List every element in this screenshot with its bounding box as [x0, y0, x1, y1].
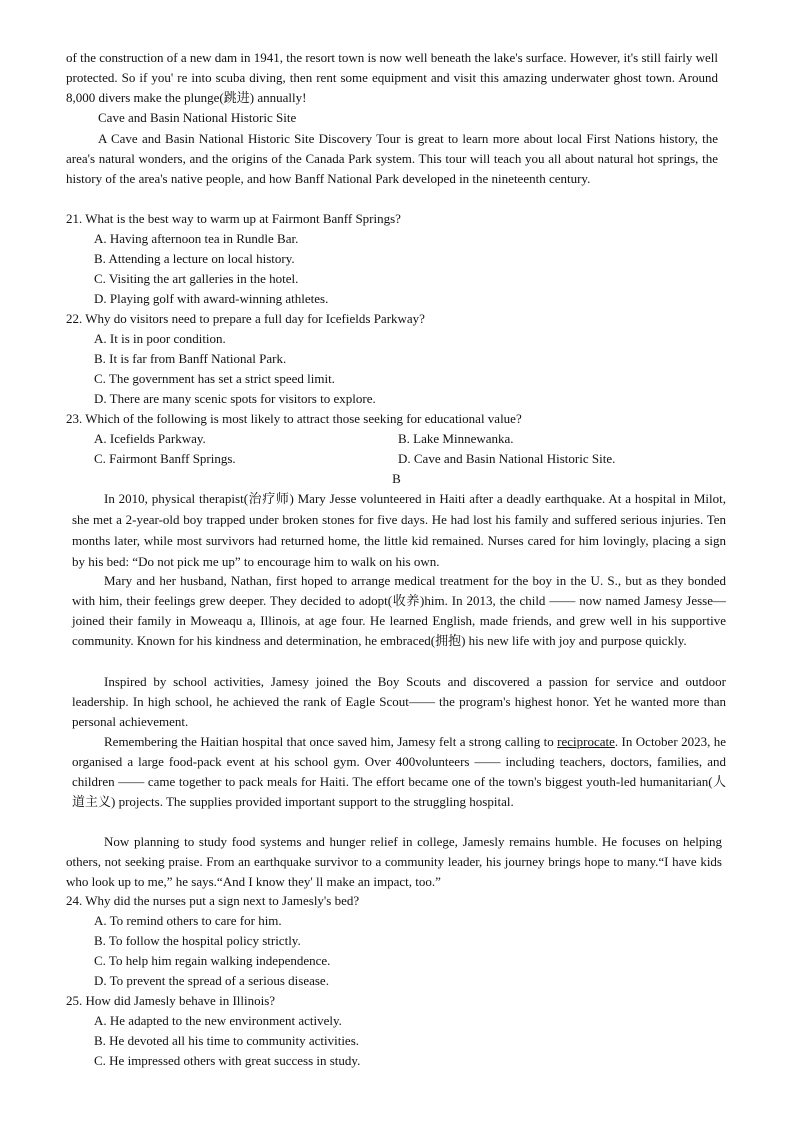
answer-option[interactable]: C. To help him regain walking independence. — [94, 953, 331, 968]
question-stem: 21. What is the best way to warm up at Fairmont Banff Springs? — [66, 211, 401, 226]
answer-option[interactable]: C. The government has set a strict speed limit. — [94, 371, 335, 386]
answer-option[interactable]: A. He adapted to the new environment actively. — [94, 1013, 342, 1028]
answer-option[interactable]: B. It is far from Banff National Park. — [94, 351, 287, 366]
section-label: B — [392, 471, 401, 486]
answer-option[interactable]: D. There are many scenic spots for visitors to explore. — [94, 391, 376, 406]
passage-b-paragraph — [72, 732, 726, 812]
underlined-word: reciprocate — [557, 734, 615, 749]
paragraph-text: . In October 2023, he organised a large food-pack event at his school gym. Over 400volunteers —— including teachers, doctors, families, and children —— came together to pack meals for Haiti. The effort became one of the town's biggest youth-led humanitarian(人道主义) projects. The supplies provided important support to the struggling hospital. — [72, 734, 726, 809]
answer-option[interactable]: C. Visiting the art galleries in the hotel. — [94, 271, 299, 286]
answer-option[interactable]: B. To follow the hospital policy strictly. — [94, 933, 301, 948]
passage-a-paragraph: A Cave and Basin National Historic Site Discovery Tour is great to learn more about local First Nations history, the area's natural wonders, and the origins of the Canada Park system. This tour will teach you all about natural hot springs, the history of the area's native people, and how Banff National Park developed in the nineteenth century. — [66, 131, 718, 186]
passage-b-paragraph: In 2010, physical therapist(治疗师) Mary Jesse volunteered in Haiti after a deadly earthquake. At a hospital in Milot, she met a 2-year-old boy trapped under broken stones for five days. He had lost his family and suffered serious injuries. Ten months later, while most survivors had returned home, the little kid remained. Nurses cared for him lovingly, placing a sign by his bed: “Do not pick me up” to encourage him to walk on his own. — [72, 491, 726, 569]
answer-option[interactable]: B. He devoted all his time to community activities. — [94, 1033, 360, 1048]
answer-option[interactable]: C. He impressed others with great success in study. — [94, 1053, 361, 1068]
answer-option[interactable]: A. To remind others to care for him. — [94, 913, 282, 928]
passage-a-paragraph: of the construction of a new dam in 1941, the resort town is now well beneath the lake's surface. However, it's still fairly well protected. So if you' re into scuba diving, then rent some equipment and visit this amazing underwater ghost town. Around 8,000 divers make the plunge(跳进) annually! — [66, 50, 718, 105]
answer-option[interactable]: B. Lake Minnewanka. — [398, 431, 514, 446]
question-stem: 25. How did Jamesly behave in Illinois? — [66, 993, 276, 1008]
answer-option[interactable]: C. Fairmont Banff Springs. — [94, 451, 236, 466]
passage-b-paragraph: Now planning to study food systems and hunger relief in college, Jamesly remains humble. He focuses on helping others, not seeking praise. From an earthquake survivor to a community leader, his journey brings hope to many.“I have kids who look up to me,” he says.“And I know they' ll make an impact, too.” — [66, 834, 722, 889]
question-stem: 22. Why do visitors need to prepare a full day for Icefields Parkway? — [66, 311, 425, 326]
answer-option[interactable]: A. Having afternoon tea in Rundle Bar. — [94, 231, 299, 246]
passage-b-paragraph: Mary and her husband, Nathan, first hoped to arrange medical treatment for the boy in the U. S., but as they bonded with him, their feelings grew deeper. They decided to adopt(收养)him. In 2013, the child —— now named Jamesy Jesse— joined their family in Moweaqu a, Illinois, at age four. He learned English, made friends, and grew well in his supportive community. Known for his kindness and determination, he embraced(拥抱) his new life with joy and purpose quickly. — [72, 573, 726, 648]
answer-option[interactable]: A. It is in poor condition. — [94, 331, 226, 346]
passage-b-paragraph: Inspired by school activities, Jamesy joined the Boy Scouts and discovered a passion for service and outdoor leadership. In high school, he achieved the rank of Eagle Scout—— the program's highest honor. Yet he wanted more than personal achievement. — [72, 674, 726, 729]
answer-option[interactable]: A. Icefields Parkway. — [94, 431, 206, 446]
answer-option[interactable]: D. Playing golf with award-winning athletes. — [94, 291, 329, 306]
answer-option[interactable]: D. To prevent the spread of a serious disease. — [94, 973, 329, 988]
paragraph-text: Remembering the Haitian hospital that once saved him, Jamesy felt a strong calling to — [104, 734, 558, 749]
question-stem: 23. Which of the following is most likely to attract those seeking for educational value? — [66, 411, 522, 426]
section-heading: Cave and Basin National Historic Site — [98, 110, 297, 125]
answer-option[interactable]: D. Cave and Basin National Historic Site. — [398, 451, 616, 466]
answer-option[interactable]: B. Attending a lecture on local history. — [94, 251, 295, 266]
question-stem: 24. Why did the nurses put a sign next to Jamesly's bed? — [66, 893, 360, 908]
